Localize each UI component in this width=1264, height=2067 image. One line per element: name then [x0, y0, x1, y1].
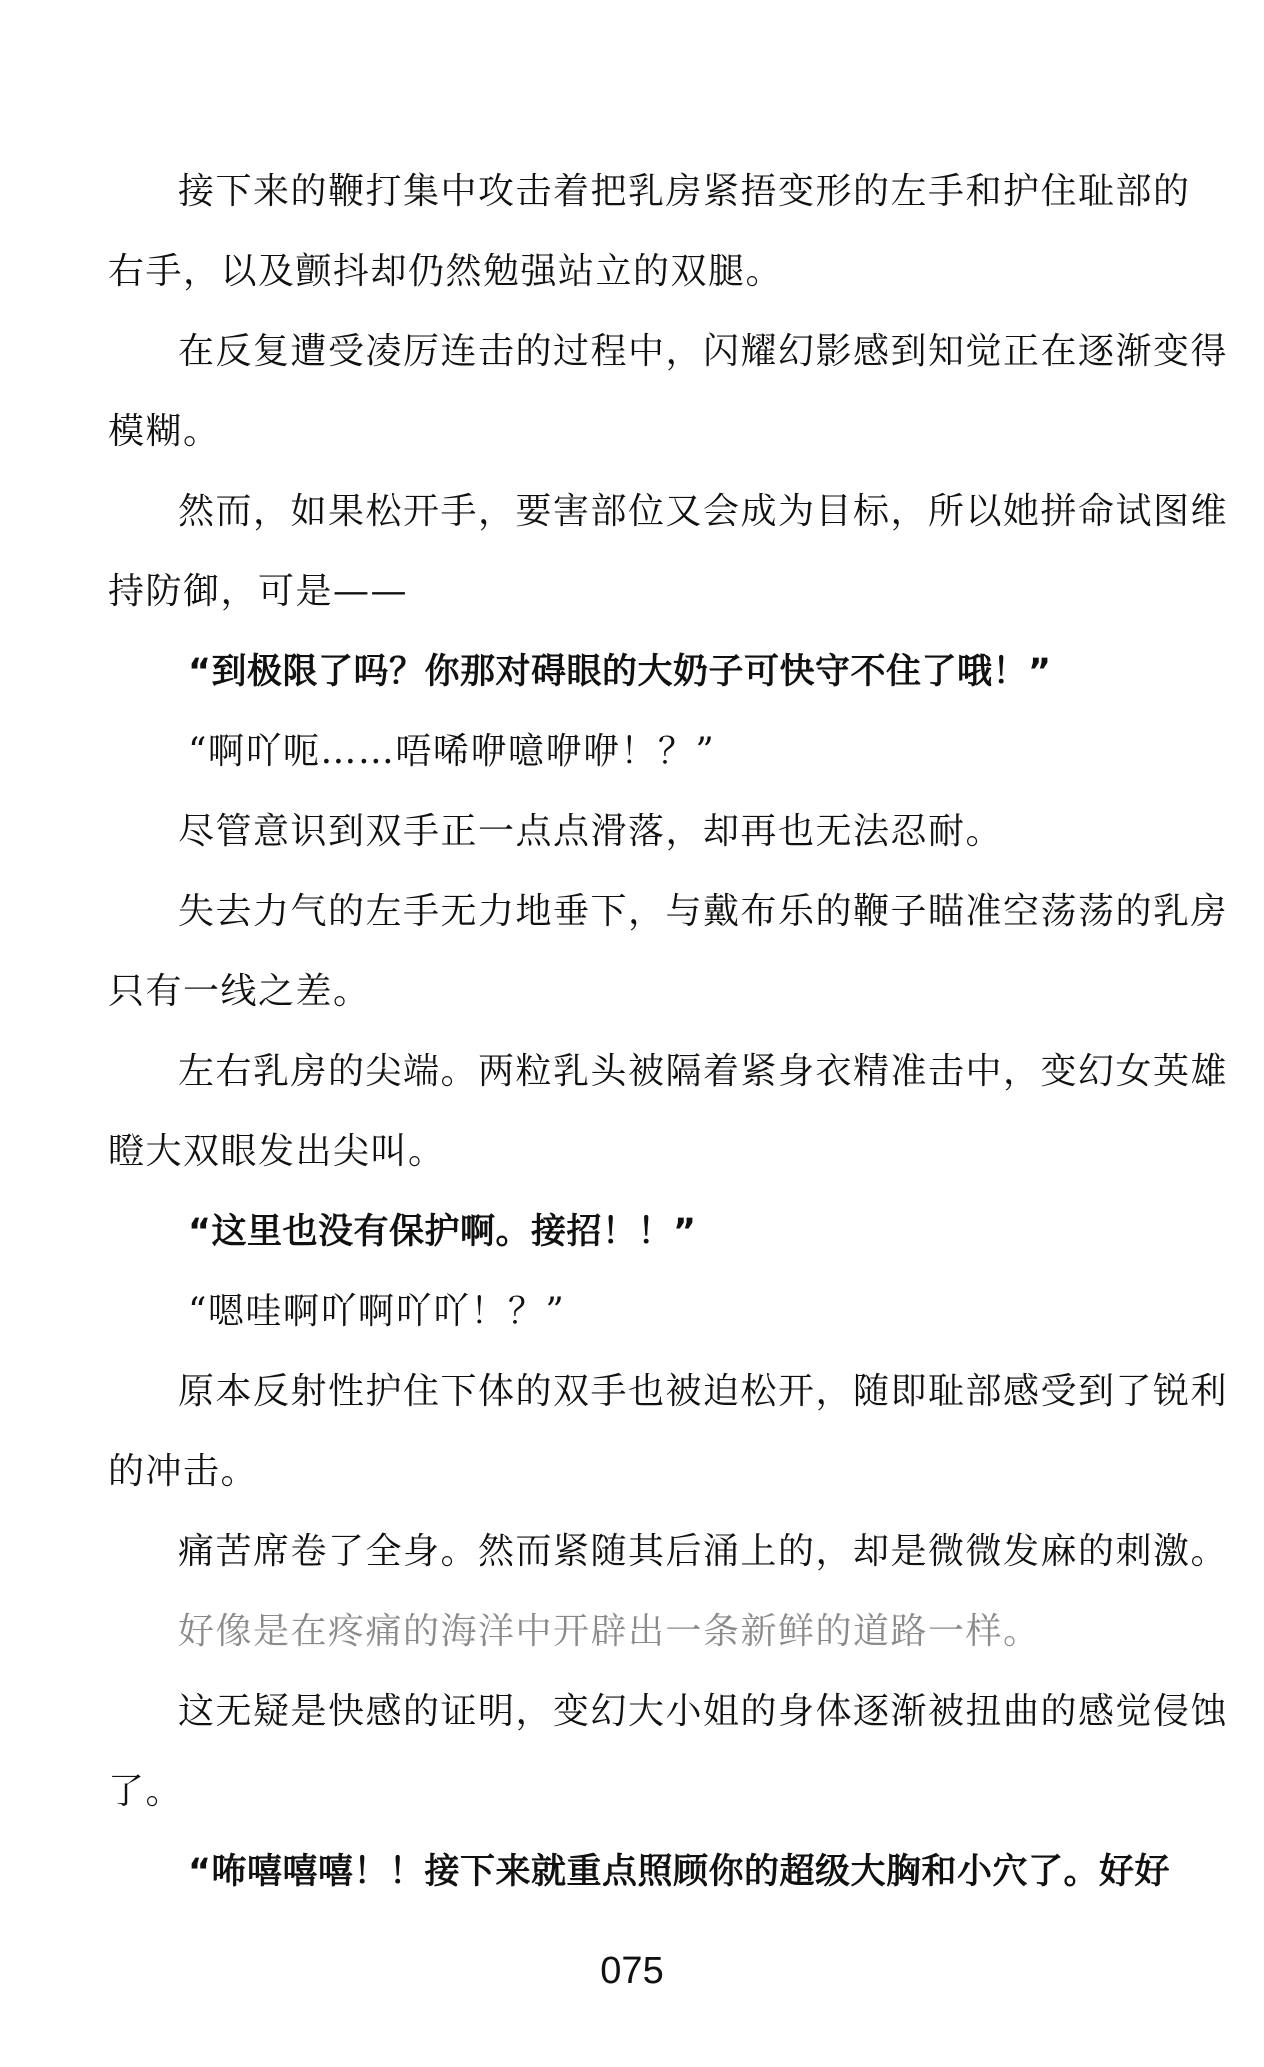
text-line: 只有一线之差。	[108, 971, 371, 1012]
text-line: 接下来的鞭打集中攻击着把乳房紧捂变形的左手和护住耻部的	[178, 171, 1191, 212]
text-line: 模糊。	[108, 411, 221, 452]
text-line: 痛苦席卷了全身。然而紧随其后涌上的，却是微微发麻的刺激。	[178, 1531, 1229, 1572]
text-line: 了。	[108, 1771, 184, 1812]
text-line: 瞪大双眼发出尖叫。	[108, 1131, 446, 1172]
body-text	[108, 152, 1229, 1912]
text-line-gray: 好像是在疼痛的海洋中开辟出一条新鲜的道路一样。	[178, 1611, 1041, 1652]
villain-dialogue: “咘嘻嘻嘻！！接下来就重点照顾你的超级大胸和小穴了。好好	[188, 1852, 1171, 1892]
heroine-dialogue: “啊吖呃……唔唏咿噫咿咿！？”	[188, 731, 716, 772]
heroine-dialogue: “嗯哇啊吖啊吖吖！？”	[188, 1291, 566, 1332]
text-line: 尽管意识到双手正一点点滑落，却再也无法忍耐。	[178, 811, 1004, 852]
text-line: 右手，以及颤抖却仍然勉强站立的双腿。	[108, 251, 784, 292]
text-line: 持防御，可是——	[108, 571, 409, 612]
villain-dialogue: “这里也没有保护啊。接招！！”	[188, 1212, 697, 1252]
page-number: 075	[600, 1950, 664, 1992]
text-line: 这无疑是快感的证明，变幻大小姐的身体逐渐被扭曲的感觉侵蚀	[178, 1691, 1229, 1732]
text-line: 左右乳房的尖端。两粒乳头被隔着紧身衣精准击中，变幻女英雄	[178, 1051, 1229, 1092]
text-line: 的冲击。	[108, 1451, 259, 1492]
text-line: 原本反射性护住下体的双手也被迫松开，随即耻部感受到了锐利	[178, 1371, 1229, 1412]
text-line: 失去力气的左手无力地垂下，与戴布乐的鞭子瞄准空荡荡的乳房	[178, 891, 1229, 932]
text-line: 然而，如果松开手，要害部位又会成为目标，所以她拼命试图维	[178, 491, 1229, 532]
villain-dialogue: “到极限了吗？你那对碍眼的大奶子可快守不住了哦！”	[188, 652, 1052, 692]
text-line: 在反复遭受凌厉连击的过程中，闪耀幻影感到知觉正在逐渐变得	[178, 331, 1229, 372]
